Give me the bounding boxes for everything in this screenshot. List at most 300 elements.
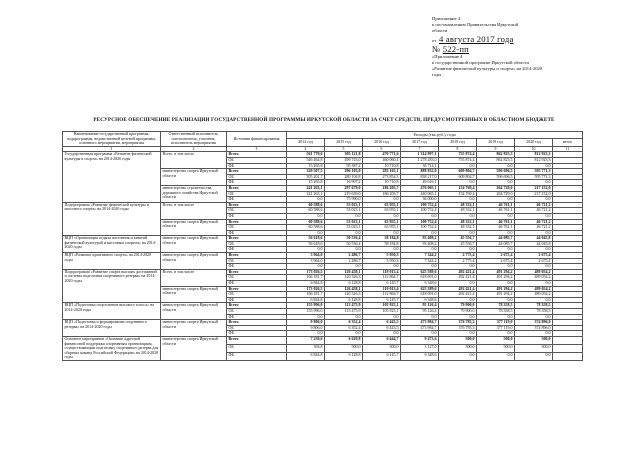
column-number: 5	[325, 146, 363, 152]
amount-cell: 0,0	[515, 197, 553, 203]
amount-cell: 0,0	[439, 281, 477, 287]
amount-cell: 0,0	[363, 213, 401, 219]
amount-cell: 6 348,6	[401, 297, 439, 303]
amount-cell: 500,0	[477, 336, 515, 344]
amount-cell: 95 126,4	[401, 309, 439, 315]
amount-cell: 60 588,6	[287, 208, 325, 214]
amount-cell: 6 844,8	[287, 352, 325, 360]
amount-cell: 79 900,0	[439, 309, 477, 315]
amount-cell: 120 326,3	[325, 292, 363, 298]
amount-cell: 491 294,2	[477, 269, 515, 275]
appendix-date: 4 августа 2017 года	[439, 33, 514, 44]
amount-cell: 48 332,1	[439, 225, 477, 231]
amount-cell: 0,0	[439, 314, 477, 320]
amount-cell: 63 955,1	[363, 208, 401, 214]
amount-cell: 60 588,6	[287, 225, 325, 231]
amount-cell: 862 825,5	[477, 157, 515, 163]
amount-cell: 6 352,4	[325, 325, 363, 331]
program-name: Основное мероприятие «Оказание адресной финансовой поддержки спортивным организациям, осуществляющим подготовку спортивного резерва для сборных команд Российской Федерации» на 2014-2020 годы	[63, 336, 161, 360]
amount-cell: 0,0	[477, 247, 515, 253]
amount-cell: 0,0	[325, 331, 363, 337]
amount-cell: 3 964,0	[287, 253, 325, 259]
column-number: 8	[439, 146, 477, 152]
amount-cell: 0,0	[287, 197, 325, 203]
amount-cell: 500,0	[515, 344, 553, 352]
amount-cell: 0,0	[363, 314, 401, 320]
program-name: ВЦП «Организация отдыха населения и занятий физической культурой и массовым спортом» на 2014-2020 годы	[63, 236, 161, 253]
amount-cell: 500,0	[363, 344, 401, 352]
amount-cell: 6 443,5	[363, 320, 401, 326]
amount-cell: 0,0	[439, 352, 477, 360]
amount-cell: 78 358,5	[477, 303, 515, 309]
amount-cell: 50 536,4	[325, 236, 363, 242]
amount-cell: 173 026,5	[287, 269, 325, 275]
amount-cell: 2 486,7	[325, 253, 363, 259]
funding-source: ФБ	[227, 180, 287, 186]
appendix-line: Приложение 4	[432, 16, 461, 21]
amount-cell: 491 294,2	[477, 286, 515, 292]
amount-cell: 812 923,3	[515, 152, 553, 158]
amount-cell: 625 589,6	[401, 286, 439, 292]
amount-cell: 126 458,1	[325, 286, 363, 292]
amount-cell: 0,0	[363, 331, 401, 337]
amount-cell: 46 721,2	[515, 208, 553, 214]
funding-source: ФБ	[227, 163, 287, 169]
amount-cell: 376 785,3	[439, 325, 477, 331]
funding-source: Всего	[227, 202, 287, 208]
amount-cell: 500,0	[515, 336, 553, 344]
amount-cell: 0,0	[477, 230, 515, 236]
amount-cell: 3 127,0	[401, 344, 439, 352]
amount-cell: 155 996,0	[287, 309, 325, 315]
amount-cell: 44 085,7	[477, 241, 515, 247]
amount-cell: 499 743,0	[325, 157, 363, 163]
amount-cell: 862 825,5	[477, 152, 515, 158]
amount-cell: 95 387,2	[325, 163, 363, 169]
amount-cell: 100 752,4	[401, 219, 439, 225]
funding-source: ОБ	[227, 174, 287, 180]
funding-source: ФБ	[227, 230, 287, 236]
amount-cell: 44 045,8	[515, 236, 553, 242]
funding-source: Всего	[227, 320, 287, 326]
amount-cell: 1 314 997,1	[401, 152, 439, 158]
amount-cell: 755 874,4	[439, 157, 477, 163]
amount-cell: 0,0	[439, 297, 477, 303]
amount-cell: 0,0	[401, 331, 439, 337]
header-year: итого	[553, 139, 583, 146]
amount-cell: 166 181,7	[287, 292, 325, 298]
funding-source: Всего	[227, 286, 287, 292]
amount-cell: 75 990,0	[325, 197, 363, 203]
amount-cell: 3 964,0	[287, 258, 325, 264]
column-number: 11	[553, 146, 583, 152]
amount-cell: 492 421,4	[439, 286, 477, 292]
amount-cell: 6 844,8	[287, 297, 325, 303]
amount-cell: 154 769,4	[439, 185, 477, 191]
amount-cell: 264 729,0	[477, 185, 515, 191]
amount-cell: 6 128,8	[325, 281, 363, 287]
funding-source: Всего	[227, 269, 287, 275]
amount-cell: 0,0	[439, 197, 477, 203]
funding-source: ОБ	[227, 208, 287, 214]
amount-cell: 0,0	[439, 247, 477, 253]
amount-cell: 60 588,6	[287, 219, 325, 225]
amount-cell: 489 054,2	[515, 286, 553, 292]
amount-cell: 6 145,7	[363, 297, 401, 303]
amount-cell: 15 265,8	[287, 180, 325, 186]
amount-cell: 6 128,8	[325, 352, 363, 360]
funding-source: Всего	[227, 236, 287, 242]
funding-source: ОБ	[227, 275, 287, 281]
funding-source: ОБ	[227, 157, 287, 163]
executor: министерство спорта Иркутской области	[161, 219, 227, 236]
amount-cell: 492 421,4	[439, 275, 477, 281]
amount-cell: 53 023,1	[325, 208, 363, 214]
amount-cell: 120 326,3	[325, 275, 363, 281]
amount-cell: 173 026,5	[287, 286, 325, 292]
amount-cell: 377 119,0	[477, 325, 515, 331]
funding-source: ОБ	[227, 292, 287, 298]
appendix-number-line	[432, 45, 632, 54]
amount-cell: 0,0	[477, 331, 515, 337]
amount-cell: 186 205,7	[363, 185, 401, 191]
header-year: 2014 год	[287, 139, 325, 146]
amount-cell: 0,0	[515, 352, 553, 360]
amount-cell: 112 864,7	[363, 292, 401, 298]
amount-cell: 7 239,6	[287, 336, 325, 344]
amount-cell: 7 344,2	[401, 258, 439, 264]
funding-source: ОБ	[227, 225, 287, 231]
amount-cell: 9 806,0	[287, 320, 325, 326]
funding-source: ОБ	[227, 325, 287, 331]
amount-cell: 15 265,8	[287, 163, 325, 169]
amount-cell: 105 925,1	[363, 309, 401, 315]
amount-cell: 0,0	[477, 163, 515, 169]
funding-source: ОБ	[227, 258, 287, 264]
header-executor: Ответственный исполнитель, соисполнитель, участник, исполнитель мероприятия	[161, 132, 227, 147]
amount-cell: 45 556,7	[439, 241, 477, 247]
amount-cell: 2 675,4	[515, 258, 553, 264]
amount-cell: 489 054,2	[515, 275, 553, 281]
amount-cell: 9 473,6	[401, 336, 439, 344]
amount-cell: 609 804,7	[439, 169, 477, 175]
amount-cell: 0,0	[477, 297, 515, 303]
funding-source: Всего	[227, 185, 287, 191]
amount-cell: 0,0	[477, 264, 515, 270]
amount-cell: 492 421,4	[439, 269, 477, 275]
amount-cell: 50 536,4	[325, 241, 363, 247]
funding-source: Всего	[227, 152, 287, 158]
amount-cell: 119 013,4	[363, 269, 401, 275]
amount-cell: 0,0	[325, 247, 363, 253]
amount-cell: 53 023,1	[325, 202, 363, 208]
amount-cell: 0,0	[325, 213, 363, 219]
amount-cell: 838 217,0	[401, 174, 439, 180]
appendix-line: области	[432, 28, 448, 34]
amount-cell: 0,0	[515, 331, 553, 337]
amount-cell: 155 996,0	[287, 303, 325, 309]
amount-cell: 100 752,4	[401, 208, 439, 214]
amount-cell: 561 770,6	[287, 152, 325, 158]
executor: министерство спорта Иркутской области	[161, 253, 227, 270]
amount-cell: 0,0	[401, 230, 439, 236]
header-expenses: Расходы (тыс.руб.), годы	[287, 132, 583, 139]
amount-cell: 0,0	[439, 230, 477, 236]
header-year: 2015 год	[325, 139, 363, 146]
amount-cell: 49 616,1	[401, 180, 439, 186]
amount-cell: 63 955,1	[363, 202, 401, 208]
amount-cell: 0,0	[515, 297, 553, 303]
column-number: 1	[63, 146, 161, 152]
amount-cell: 0,0	[287, 314, 325, 320]
amount-cell: 46 721,2	[515, 225, 553, 231]
executor: министерство спорта Иркутской области	[161, 286, 227, 303]
amount-cell: 0,0	[287, 230, 325, 236]
amount-cell: 53 023,1	[325, 219, 363, 225]
funding-source: ФБ	[227, 281, 287, 287]
column-number: 4	[287, 146, 325, 152]
amount-cell: 546 464,8	[287, 157, 325, 163]
column-number: 6	[363, 146, 401, 152]
amount-cell: 113 475,9	[325, 303, 363, 309]
amount-cell: 0,0	[363, 230, 401, 236]
amount-cell: 0,0	[515, 230, 553, 236]
amount-cell: 0,0	[515, 314, 553, 320]
funding-source: Всего	[227, 303, 287, 309]
amount-cell: 500,0	[477, 344, 515, 352]
amount-cell: 48 332,1	[439, 208, 477, 214]
amount-cell: 460 060,4	[363, 157, 401, 163]
amount-cell: 0,0	[287, 247, 325, 253]
appendix-block	[432, 16, 632, 78]
amount-cell: 755 874,4	[439, 152, 477, 158]
header-name: Наименование государственной программы, подпрограммы, ведомственной целевой программы, основного мероприятия, мероприятия	[63, 132, 161, 147]
executor: министерство спорта Иркутской области	[161, 236, 227, 253]
executor: министерство спорта Иркутской области	[161, 303, 227, 320]
amount-cell: 280 104,8	[325, 174, 363, 180]
amount-cell: 217 152,0	[515, 185, 553, 191]
executor: Всего, в том числе	[161, 269, 227, 286]
amount-cell: 609 804,7	[439, 174, 477, 180]
amount-cell: 48 332,1	[439, 202, 477, 208]
appendix-line: к государственной программе Иркутской области	[432, 59, 529, 65]
amount-cell: 217 152,0	[515, 191, 553, 197]
amount-cell: 0,0	[325, 264, 363, 270]
funding-source: ОБ	[227, 241, 287, 247]
amount-cell: 500,0	[439, 336, 477, 344]
funding-source: ОБ	[227, 344, 287, 352]
amount-cell: 0,0	[363, 264, 401, 270]
amount-cell: 0,0	[325, 230, 363, 236]
appendix-line: годы	[432, 72, 442, 78]
amount-cell: 63 955,1	[363, 219, 401, 225]
amount-cell: 5 950,3	[363, 253, 401, 259]
amount-cell: 166 181,7	[287, 275, 325, 281]
amount-cell: 5 950,3	[363, 258, 401, 264]
amount-cell: 1 278 283,0	[401, 157, 439, 163]
header-year: 2017 год	[401, 139, 439, 146]
amount-cell: 0,0	[287, 264, 325, 270]
amount-cell: 0,0	[363, 197, 401, 203]
amount-cell: 440 065,1	[401, 191, 439, 197]
amount-cell: 0,0	[515, 213, 553, 219]
amount-cell: 6 145,7	[363, 281, 401, 287]
amount-cell: 60 588,6	[287, 202, 325, 208]
amount-cell: 56 618,6	[287, 236, 325, 242]
amount-cell: 0,0	[515, 281, 553, 287]
amount-cell: 46 761,1	[477, 225, 515, 231]
amount-cell: 119 013,4	[363, 286, 401, 292]
amount-cell	[553, 344, 583, 352]
amount-cell: 0,0	[439, 163, 477, 169]
amount-cell: 6 352,4	[325, 320, 363, 326]
amount-cell: 305 121,8	[325, 152, 363, 158]
amount-cell: 56 618,6	[287, 241, 325, 247]
amount-cell: 305 201,7	[287, 174, 325, 180]
amount-cell: 470 771,6	[363, 152, 401, 158]
amount-cell: 320 507,5	[287, 169, 325, 175]
funding-source: ФБ	[227, 314, 287, 320]
amount-cell: 2 675,4	[515, 253, 553, 259]
appendix-line: «Развитие физической культуры и спорта» на 2014-2020	[432, 66, 543, 72]
column-number: 2	[161, 146, 227, 152]
amount-cell: 0,0	[325, 314, 363, 320]
resource-table	[62, 131, 583, 361]
amount-cell: 0,0	[477, 352, 515, 360]
executor: министерство строительства, дорожного хозяйства Иркутской области	[161, 185, 227, 202]
amount-cell: 46 721,2	[515, 219, 553, 225]
amount-cell: 2 775,4	[439, 253, 477, 259]
executor: министерство спорта Иркутской области	[161, 336, 227, 360]
column-number: 3	[227, 146, 287, 152]
amount-cell: 100 752,4	[401, 202, 439, 208]
program-name: ВЦП «Подготовка и формирование спортивного резерва» на 2014-2020 годы	[63, 320, 161, 337]
amount-cell: 374 896,0	[515, 325, 553, 331]
program-name: ВЦП «Развитие адаптивного спорта» на 2014-2020 годы	[63, 253, 161, 270]
amount-cell: 500,0	[325, 344, 363, 352]
amount-cell: 500,0	[439, 344, 477, 352]
funding-source: Всего	[227, 253, 287, 259]
amount-cell: 186 205,7	[363, 191, 401, 197]
amount-cell: 0,0	[439, 331, 477, 337]
program-name: ВЦП «Подготовка спортсменов высокого класса» на 2014-2020 годы	[63, 303, 161, 320]
number-prefix: №	[432, 43, 441, 54]
table-row	[63, 336, 583, 344]
amount-cell: 283 165,1	[363, 169, 401, 175]
amount-cell: 44 045,8	[515, 241, 553, 247]
amount-cell: 46 761,1	[477, 202, 515, 208]
header-year: 2019 год	[477, 139, 515, 146]
amount-cell: 0,0	[287, 213, 325, 219]
amount-cell: 36 714,1	[401, 163, 439, 169]
funding-source: ФБ	[227, 264, 287, 270]
appendix-number: 522-пп	[442, 43, 469, 54]
document-title: РЕСУРСНОЕ ОБЕСПЕЧЕНИЕ РЕАЛИЗАЦИИ ГОСУДАРСТВЕННОЙ ПРОГРАММЫ ИРКУТСКОЙ ОБЛАСТИ ЗА СЧЕТ СРЕДСТВ, ПРЕДУСМОТРЕННЫХ В ОБЛАСТНОМ БЮДЖЕТЕ	[93, 117, 555, 123]
funding-source: ОБ	[227, 309, 287, 315]
amount-cell: 0,0	[477, 213, 515, 219]
funding-source: ФБ	[227, 197, 287, 203]
amount-cell: 377 119,0	[477, 320, 515, 326]
amount-cell: 6 145,7	[363, 352, 401, 360]
amount-cell: 297 679,0	[325, 185, 363, 191]
amount-cell: 0,0	[477, 197, 515, 203]
amount-cell: 58 184,8	[363, 241, 401, 247]
amount-cell: 241 263,1	[287, 191, 325, 197]
amount-cell: 36 000,0	[401, 197, 439, 203]
amount-cell: 46 761,1	[477, 208, 515, 214]
amount-cell: 0,0	[401, 247, 439, 253]
amount-cell: 58 184,8	[363, 236, 401, 242]
amount-cell: 154 769,4	[439, 191, 477, 197]
amount-cell: 489 054,2	[515, 292, 553, 298]
funding-source: ФБ	[227, 297, 287, 303]
amount-cell: 0,0	[439, 213, 477, 219]
amount-cell: 16 997,2	[325, 180, 363, 186]
amount-cell: 273 854,3	[363, 174, 401, 180]
amount-cell: 53 023,1	[325, 225, 363, 231]
amount-cell	[553, 336, 583, 344]
amount-cell: 2 486,7	[325, 258, 363, 264]
amount-cell: 618 691,0	[401, 292, 439, 298]
executor: Всего, в том числе	[161, 202, 227, 219]
amount-cell: 888 832,0	[401, 169, 439, 175]
amount-cell: 0,0	[515, 247, 553, 253]
amount-cell: 596 696,5	[477, 169, 515, 175]
appendix-line: к постановлению Правительства Иркутской	[432, 22, 519, 28]
amount-cell: 63 955,1	[363, 225, 401, 231]
amount-cell: 473 984,7	[401, 320, 439, 326]
amount-cell: 78 358,5	[515, 309, 553, 315]
amount-cell: 46 721,2	[515, 202, 553, 208]
column-number: 7	[401, 146, 439, 152]
amount-cell: 0,0	[477, 180, 515, 186]
funding-source: ОБ	[227, 191, 287, 197]
amount-cell: 100 752,4	[401, 225, 439, 231]
amount-cell: 6 443,5	[363, 325, 401, 331]
funding-source: ФБ	[227, 331, 287, 337]
amount-cell: 394,8	[287, 344, 325, 352]
header-source: Источник финансирования	[227, 132, 287, 147]
amount-cell: 0,0	[401, 314, 439, 320]
amount-cell: 0,0	[515, 264, 553, 270]
amount-cell: 489 054,2	[515, 269, 553, 275]
funding-source: Всего	[227, 169, 287, 175]
amount-cell: 595 771,3	[515, 174, 553, 180]
amount-cell: 10 710,8	[363, 180, 401, 186]
amount-cell: 374 896,0	[515, 320, 553, 326]
amount-cell: 595 771,3	[515, 169, 553, 175]
amount-cell: 6 844,8	[287, 281, 325, 287]
amount-cell: 93 408,2	[401, 241, 439, 247]
header-year: 2016 год	[363, 139, 401, 146]
amount-cell: 95 126,4	[401, 303, 439, 309]
amount-cell: 7 344,2	[401, 253, 439, 259]
funding-source: Всего	[227, 336, 287, 344]
amount-cell: 491 294,2	[477, 275, 515, 281]
executor: министерство спорта Иркутской области	[161, 169, 227, 186]
amount-cell: 625 589,6	[401, 269, 439, 275]
date-prefix: от	[432, 37, 437, 43]
amount-cell: 473 984,7	[401, 325, 439, 331]
amount-cell: 9 806,0	[287, 325, 325, 331]
amount-cell: 2 675,4	[477, 258, 515, 264]
amount-cell: 6 348,6	[401, 281, 439, 287]
amount-cell: 10 710,8	[363, 163, 401, 169]
amount-cell: 0,0	[363, 247, 401, 253]
amount-cell: 2 775,4	[439, 258, 477, 264]
amount-cell: 0,0	[439, 180, 477, 186]
amount-cell: 93 408,2	[401, 236, 439, 242]
